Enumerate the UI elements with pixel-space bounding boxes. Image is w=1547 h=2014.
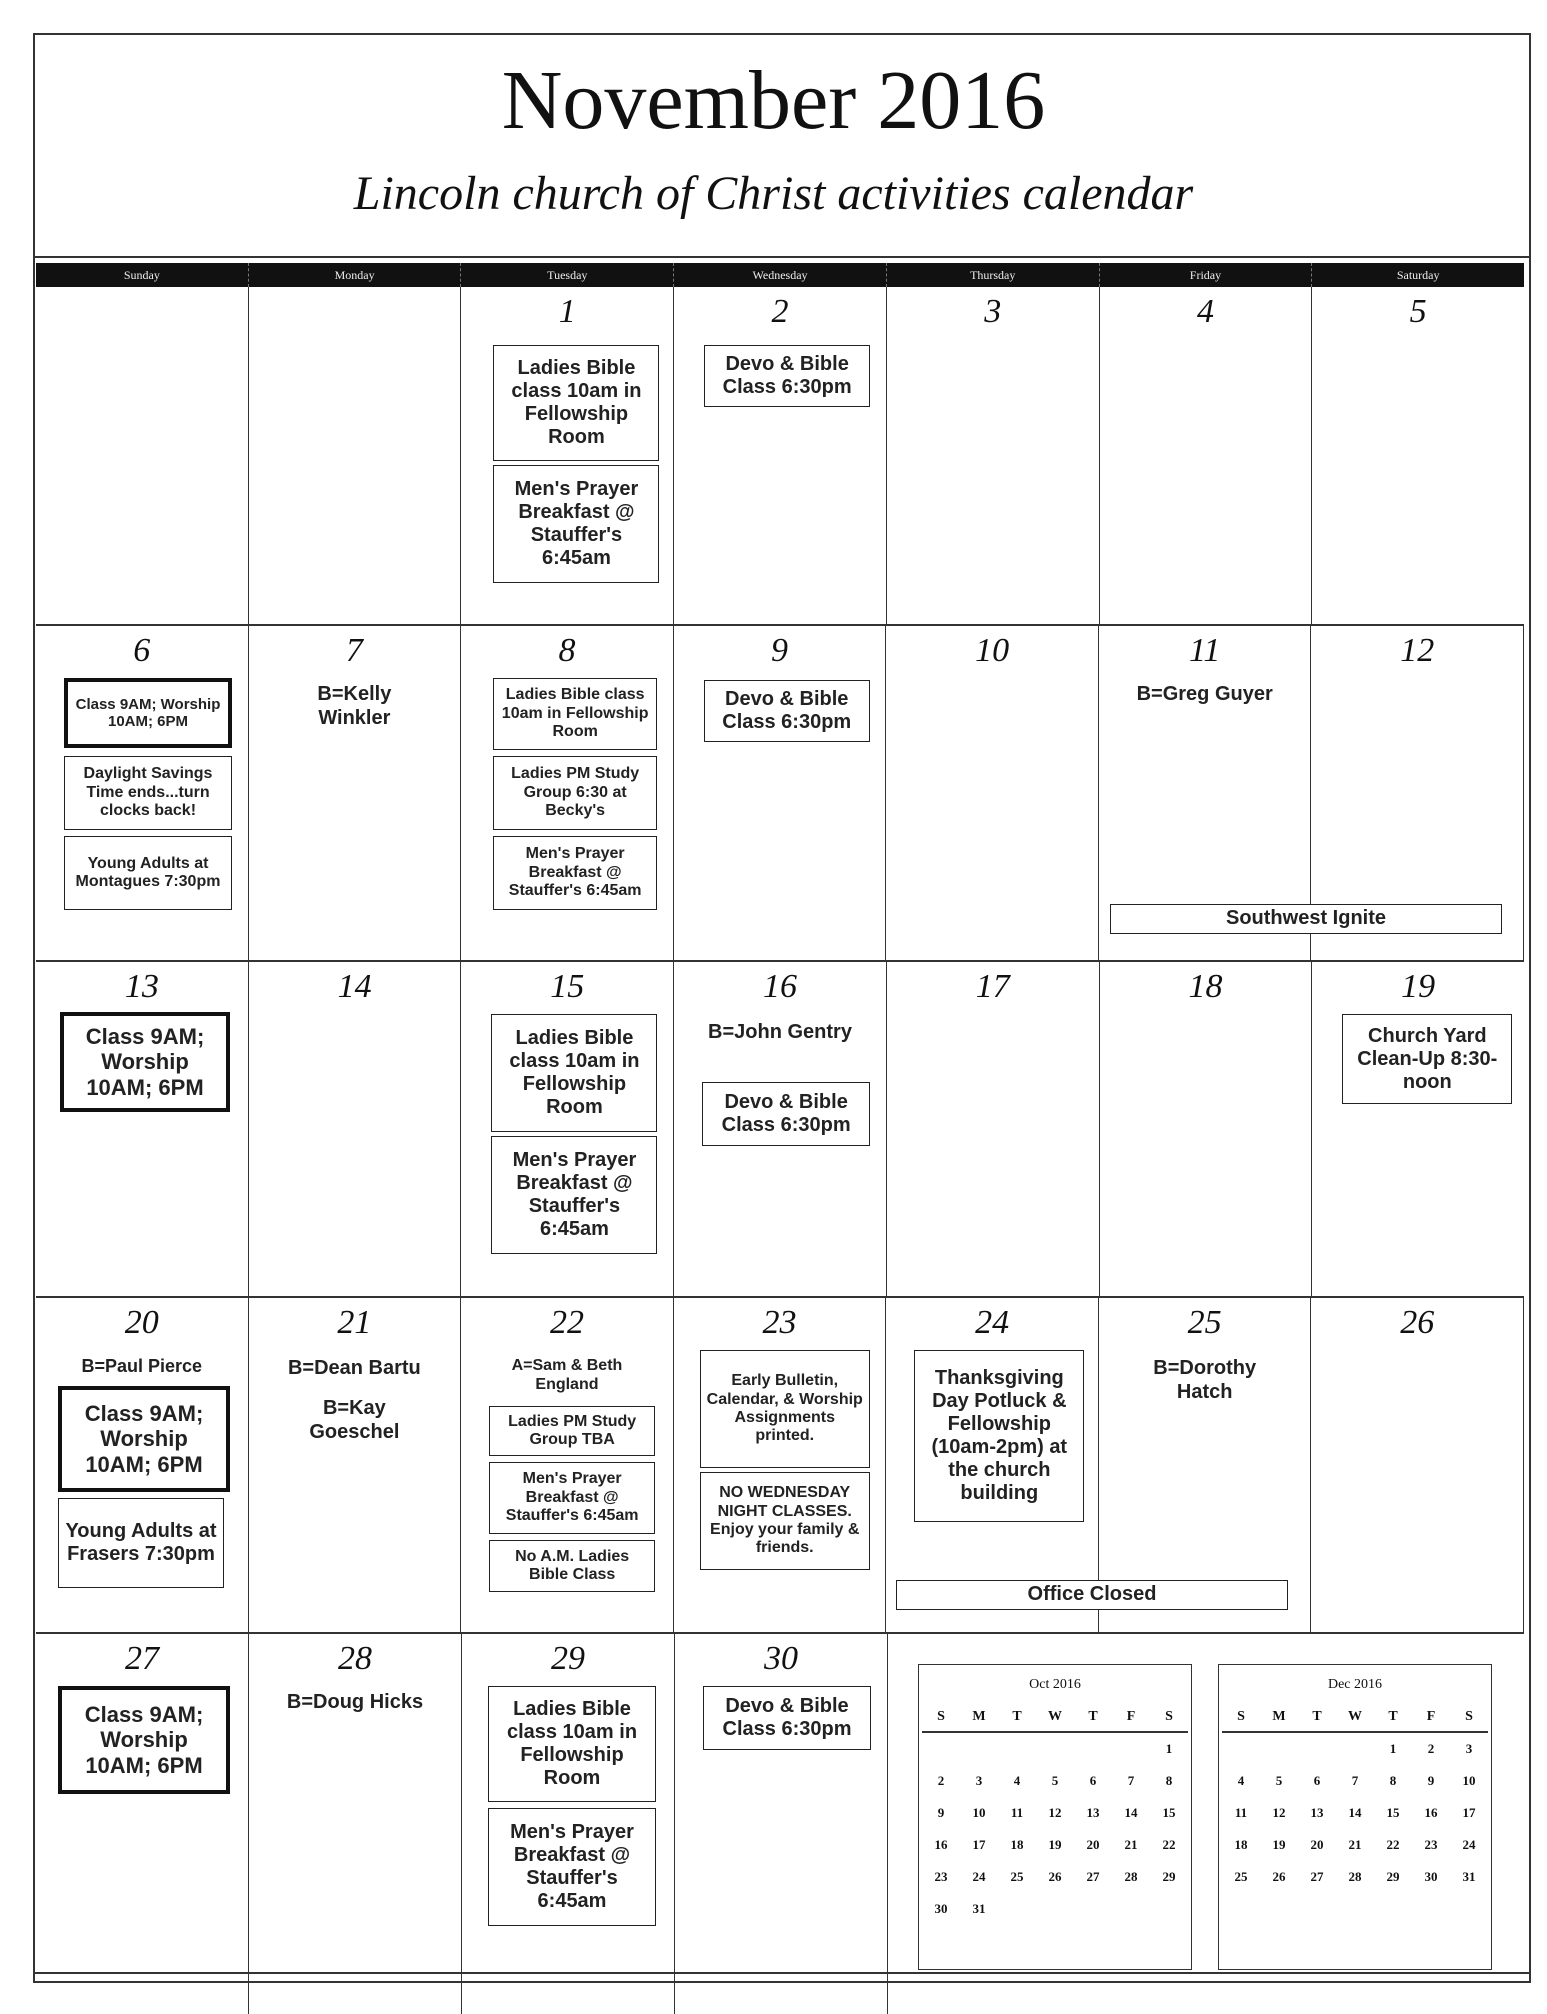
mini-calendar-week xyxy=(922,1861,1188,1893)
event-ladies-bible: Ladies Bible class 10am in Fellowship Room xyxy=(493,678,657,750)
birthday-label: B=Doug Hicks xyxy=(286,1691,424,1713)
mini-calendar-day: 11 xyxy=(1234,1805,1248,1820)
mini-calendar-day: 5 xyxy=(1051,1773,1059,1788)
birthday-label: B=Dorothy Hatch xyxy=(1153,1357,1257,1403)
day-cell-30 xyxy=(675,1634,888,2014)
mini-weekday: W xyxy=(1036,1703,1074,1732)
mini-calendar-day: 29 xyxy=(1386,1869,1400,1884)
mini-calendar-title: Dec 2016 xyxy=(1327,1677,1383,1692)
mini-calendar-day: 26 xyxy=(1272,1869,1286,1884)
mini-calendar-week xyxy=(922,1797,1188,1829)
day-number: 16 xyxy=(763,968,798,1005)
day-number: 6 xyxy=(133,632,151,669)
mini-calendar-day: 7 xyxy=(1351,1773,1359,1788)
day-cell-3 xyxy=(887,287,1100,624)
day-cell-9 xyxy=(674,626,887,960)
event-early-bulletin: Early Bulletin, Calendar, & Worship Assignments printed. xyxy=(700,1350,870,1468)
mini-calendar-day: 5 xyxy=(1275,1773,1283,1788)
mini-calendar-day xyxy=(960,1732,998,1765)
event-ladies-bible: Ladies Bible class 10am in Fellowship Room xyxy=(493,345,659,461)
event-ladies-bible: Ladies Bible class 10am in Fellowship Room xyxy=(491,1014,657,1132)
mini-calendar-area xyxy=(888,1634,1524,2014)
day-number: 25 xyxy=(1187,1304,1222,1341)
day-number: 20 xyxy=(124,1304,159,1341)
day-number: 14 xyxy=(337,968,372,1005)
event-ladies-pm-study: Ladies PM Study Group TBA xyxy=(489,1406,655,1456)
event-devo-bible: Devo & Bible Class 6:30pm xyxy=(704,680,870,742)
mini-calendar-day: 20 xyxy=(1310,1837,1324,1852)
mini-calendar-week xyxy=(1222,1861,1488,1893)
day-number: 10 xyxy=(975,632,1010,669)
mini-calendar-day: 19 xyxy=(1272,1837,1286,1852)
mini-calendar-day: 1 xyxy=(1389,1741,1397,1756)
day-number: 8 xyxy=(558,632,576,669)
day-number: 2 xyxy=(771,293,789,330)
mini-weekday: S xyxy=(1222,1703,1260,1732)
mini-calendar-day: 7 xyxy=(1127,1773,1135,1788)
mini-calendar-week xyxy=(922,1765,1188,1797)
birthday-label: B=Kelly Winkler xyxy=(317,683,392,729)
mini-weekday: F xyxy=(1412,1703,1450,1732)
mini-calendar-week xyxy=(1222,1732,1488,1765)
day-number: 12 xyxy=(1400,632,1435,669)
day-cell-7 xyxy=(249,626,462,960)
mini-calendar-day: 31 xyxy=(972,1901,986,1916)
day-cell-27 xyxy=(36,1634,249,2014)
mini-weekday: F xyxy=(1112,1703,1150,1732)
mini-calendar-day xyxy=(1112,1893,1150,1925)
day-cell-21 xyxy=(249,1298,462,1632)
mini-weekday: T xyxy=(1374,1703,1412,1732)
mini-calendar-day: 8 xyxy=(1389,1773,1397,1788)
event-daylight-savings: Daylight Savings Time ends...turn clocks back! xyxy=(64,756,232,830)
page-subtitle: Lincoln church of Christ activities calendar xyxy=(353,167,1194,220)
mini-calendar-day: 15 xyxy=(1386,1805,1400,1820)
mini-calendar-day: 13 xyxy=(1086,1805,1100,1820)
mini-calendar-dec xyxy=(1218,1664,1492,1970)
anniversary-label: A=Sam & Beth England xyxy=(511,1357,623,1394)
mini-calendar-day: 23 xyxy=(1424,1837,1438,1852)
mini-calendar-day: 22 xyxy=(1162,1837,1176,1852)
day-cell-26 xyxy=(1311,1298,1524,1632)
day-number: 1 xyxy=(558,293,576,330)
day-cell-4 xyxy=(1100,287,1313,624)
mini-calendar-day xyxy=(998,1732,1036,1765)
day-cell-8 xyxy=(461,626,674,960)
event-mens-prayer: Men's Prayer Breakfast @ Stauffer's 6:45am xyxy=(493,836,657,910)
week-row xyxy=(36,626,1524,962)
day-number: 15 xyxy=(550,968,585,1005)
week-row xyxy=(36,1298,1524,1634)
event-young-adults: Young Adults at Frasers 7:30pm xyxy=(58,1498,224,1588)
mini-calendar-day: 2 xyxy=(937,1773,945,1788)
day-cell-28 xyxy=(249,1634,462,2014)
mini-calendar-day: 24 xyxy=(972,1869,986,1884)
day-number: 26 xyxy=(1400,1304,1435,1341)
mini-calendar-day: 3 xyxy=(1465,1741,1473,1756)
day-number: 18 xyxy=(1188,968,1223,1005)
mini-calendar-day: 16 xyxy=(1424,1805,1438,1820)
day-cell-23 xyxy=(674,1298,887,1632)
mini-weekday: S xyxy=(1450,1703,1488,1732)
mini-weekday: S xyxy=(1150,1703,1188,1732)
day-number: 17 xyxy=(975,968,1010,1005)
mini-calendar-day: 4 xyxy=(1237,1773,1245,1788)
day-number: 13 xyxy=(124,968,159,1005)
day-number: 5 xyxy=(1409,293,1427,330)
mini-calendar-week xyxy=(1222,1797,1488,1829)
birthday-label: B=Paul Pierce xyxy=(81,1356,203,1376)
mini-calendar-day: 9 xyxy=(937,1805,945,1820)
mini-calendar-day: 14 xyxy=(1348,1805,1362,1820)
event-mens-prayer: Men's Prayer Breakfast @ Stauffer's 6:45am xyxy=(491,1136,657,1254)
day-cell-13 xyxy=(36,962,249,1296)
mini-weekday: M xyxy=(960,1703,998,1732)
mini-calendar-week xyxy=(1222,1765,1488,1797)
mini-calendar-day: 23 xyxy=(934,1869,948,1884)
mini-calendar-day: 13 xyxy=(1310,1805,1324,1820)
mini-calendar-day: 25 xyxy=(1010,1869,1024,1884)
birthday-label: B=Greg Guyer xyxy=(1136,683,1273,705)
day-cell-2 xyxy=(674,287,887,624)
mini-calendar-day xyxy=(1298,1732,1336,1765)
day-cell-16 xyxy=(674,962,887,1296)
mini-calendar-day: 18 xyxy=(1010,1837,1024,1852)
event-ladies-pm-study: Ladies PM Study Group 6:30 at Becky's xyxy=(493,756,657,830)
mini-calendar-day: 14 xyxy=(1124,1805,1138,1820)
event-church-yard: Church Yard Clean-Up 8:30-noon xyxy=(1342,1014,1512,1104)
mini-calendar-day xyxy=(1222,1732,1260,1765)
event-office-closed: Office Closed xyxy=(896,1580,1288,1610)
day-number: 7 xyxy=(345,632,363,669)
mini-calendar-day: 29 xyxy=(1162,1869,1176,1884)
weekday-tuesday: Tuesday xyxy=(461,263,674,287)
mini-calendar-day: 11 xyxy=(1010,1805,1024,1820)
day-cell-29 xyxy=(462,1634,675,2014)
mini-calendar-day: 27 xyxy=(1086,1869,1100,1884)
day-number: 23 xyxy=(762,1304,797,1341)
day-cell-18 xyxy=(1100,962,1313,1296)
mini-calendar-day xyxy=(1150,1893,1188,1925)
birthday-label: B=Dean Bartu xyxy=(287,1357,421,1379)
mini-weekday: T xyxy=(998,1703,1036,1732)
event-class-worship: Class 9AM; Worship 10AM; 6PM xyxy=(60,1012,230,1112)
day-number: 30 xyxy=(764,1640,798,1677)
mini-calendar-day xyxy=(1074,1893,1112,1925)
mini-calendar-day: 10 xyxy=(972,1805,986,1820)
mini-calendar-table xyxy=(1222,1703,1488,1893)
mini-weekday: S xyxy=(922,1703,960,1732)
mini-calendar-day: 28 xyxy=(1124,1869,1138,1884)
mini-calendar-day xyxy=(1260,1732,1298,1765)
footer-divider xyxy=(33,1972,1531,1974)
weekday-saturday: Saturday xyxy=(1396,268,1440,282)
day-number: 4 xyxy=(1196,293,1214,330)
event-southwest-ignite: Southwest Ignite xyxy=(1110,904,1502,934)
mini-calendar-day: 4 xyxy=(1013,1773,1021,1788)
event-class-worship: Class 9AM; Worship 10AM; 6PM xyxy=(64,678,232,748)
mini-calendar-day: 16 xyxy=(934,1837,948,1852)
mini-calendar-day: 3 xyxy=(975,1773,983,1788)
mini-weekday: T xyxy=(1074,1703,1112,1732)
day-cell-20 xyxy=(36,1298,249,1632)
mini-calendar-day: 28 xyxy=(1348,1869,1362,1884)
mini-calendar-day: 22 xyxy=(1386,1837,1400,1852)
mini-weekday: M xyxy=(1260,1703,1298,1732)
event-no-am-ladies: No A.M. Ladies Bible Class xyxy=(489,1540,655,1592)
mini-calendar-week xyxy=(922,1893,1188,1925)
birthday-label: B=John Gentry xyxy=(708,1021,852,1043)
day-number: 21 xyxy=(337,1304,372,1341)
week-row xyxy=(36,1634,1524,2014)
day-number: 29 xyxy=(551,1640,585,1677)
mini-calendar-day: 21 xyxy=(1348,1837,1362,1852)
weekday-thursday: Thursday xyxy=(887,263,1100,287)
mini-calendar-day: 30 xyxy=(1424,1869,1438,1884)
mini-calendar-week xyxy=(922,1829,1188,1861)
mini-calendar-day: 6 xyxy=(1089,1773,1097,1788)
mini-calendar-day: 24 xyxy=(1462,1837,1476,1852)
mini-calendar-day: 12 xyxy=(1272,1805,1286,1820)
mini-calendar-day: 17 xyxy=(1462,1805,1476,1820)
mini-calendar-day xyxy=(1074,1732,1112,1765)
mini-calendar-day xyxy=(922,1732,960,1765)
event-class-worship: Class 9AM; Worship 10AM; 6PM xyxy=(58,1686,230,1794)
day-cell-1 xyxy=(461,287,674,624)
mini-calendar-day: 9 xyxy=(1427,1773,1435,1788)
weekday-wednesday: Wednesday xyxy=(674,263,887,287)
day-cell-22 xyxy=(461,1298,674,1632)
day-cell-empty xyxy=(36,287,249,624)
mini-calendar-week xyxy=(922,1732,1188,1765)
mini-calendar-week xyxy=(1222,1829,1488,1861)
header-divider xyxy=(33,256,1531,258)
mini-calendar-day: 8 xyxy=(1165,1773,1173,1788)
mini-calendar-day xyxy=(1036,1893,1074,1925)
mini-calendar-day: 6 xyxy=(1313,1773,1321,1788)
mini-calendar-day: 10 xyxy=(1462,1773,1476,1788)
day-number: 28 xyxy=(338,1640,372,1677)
day-number: 11 xyxy=(1188,632,1221,669)
mini-calendar-day xyxy=(1336,1732,1374,1765)
mini-calendar-day: 19 xyxy=(1048,1837,1062,1852)
event-young-adults: Young Adults at Montagues 7:30pm xyxy=(64,836,232,910)
weekday-sunday: Sunday xyxy=(36,263,249,287)
mini-calendar-day xyxy=(1112,1732,1150,1765)
event-no-wednesday-classes: NO WEDNESDAY NIGHT CLASSES. Enjoy your family & friends. xyxy=(700,1472,870,1570)
mini-calendar-day xyxy=(998,1893,1036,1925)
mini-calendar-table xyxy=(922,1703,1188,1925)
week-row xyxy=(36,287,1524,626)
day-number: 22 xyxy=(549,1304,584,1341)
day-cell-empty xyxy=(249,287,462,624)
day-number: 9 xyxy=(771,632,789,669)
mini-calendar-day: 27 xyxy=(1310,1869,1324,1884)
mini-calendar-day: 26 xyxy=(1048,1869,1062,1884)
mini-calendar-day: 12 xyxy=(1048,1805,1062,1820)
event-mens-prayer: Men's Prayer Breakfast @ Stauffer's 6:45am xyxy=(488,1808,656,1926)
event-devo-bible: Devo & Bible Class 6:30pm xyxy=(702,1082,870,1146)
mini-calendar-day: 1 xyxy=(1165,1741,1173,1756)
mini-calendar-day: 20 xyxy=(1086,1837,1100,1852)
day-number: 27 xyxy=(125,1640,159,1677)
mini-calendar-day: 25 xyxy=(1234,1869,1248,1884)
day-number: 24 xyxy=(975,1304,1010,1341)
mini-weekday: T xyxy=(1298,1703,1336,1732)
day-cell-14 xyxy=(249,962,462,1296)
birthday-label: B=Kay Goeschel xyxy=(309,1397,400,1443)
mini-calendar-day: 2 xyxy=(1427,1741,1435,1756)
event-mens-prayer: Men's Prayer Breakfast @ Stauffer's 6:45am xyxy=(493,465,659,583)
mini-calendar-day: 31 xyxy=(1462,1869,1476,1884)
mini-calendar-day: 15 xyxy=(1162,1805,1176,1820)
mini-calendar-day: 21 xyxy=(1124,1837,1138,1852)
day-number: 3 xyxy=(984,293,1002,330)
mini-calendar-day: 17 xyxy=(972,1837,986,1852)
event-devo-bible: Devo & Bible Class 6:30pm xyxy=(704,345,870,407)
day-number: 19 xyxy=(1401,968,1436,1005)
mini-weekday: W xyxy=(1336,1703,1374,1732)
event-class-worship: Class 9AM; Worship 10AM; 6PM xyxy=(58,1386,230,1492)
mini-calendar-day: 18 xyxy=(1234,1837,1248,1852)
event-devo-bible: Devo & Bible Class 6:30pm xyxy=(703,1686,871,1750)
day-cell-6 xyxy=(36,626,249,960)
day-cell-17 xyxy=(887,962,1100,1296)
week-row xyxy=(36,962,1524,1298)
mini-calendar-oct xyxy=(918,1664,1192,1970)
event-ladies-bible: Ladies Bible class 10am in Fellowship Room xyxy=(488,1686,656,1802)
day-cell-15 xyxy=(461,962,674,1296)
weekday-friday: Friday xyxy=(1100,263,1313,287)
page-title: November 2016 xyxy=(501,54,1046,147)
day-cell-10 xyxy=(886,626,1099,960)
mini-calendar-day xyxy=(1036,1732,1074,1765)
day-cell-19 xyxy=(1312,962,1524,1296)
day-cell-5 xyxy=(1312,287,1524,624)
event-mens-prayer: Men's Prayer Breakfast @ Stauffer's 6:45am xyxy=(489,1462,655,1534)
weekday-monday: Monday xyxy=(249,263,462,287)
mini-calendar-day: 30 xyxy=(934,1901,948,1916)
weekday-header-bar xyxy=(36,263,1524,287)
mini-calendar-title: Oct 2016 xyxy=(1029,1677,1081,1692)
event-thanksgiving-potluck: Thanksgiving Day Potluck & Fellowship (10am-2pm) at the church building xyxy=(914,1350,1084,1522)
calendar-grid xyxy=(36,287,1524,2014)
